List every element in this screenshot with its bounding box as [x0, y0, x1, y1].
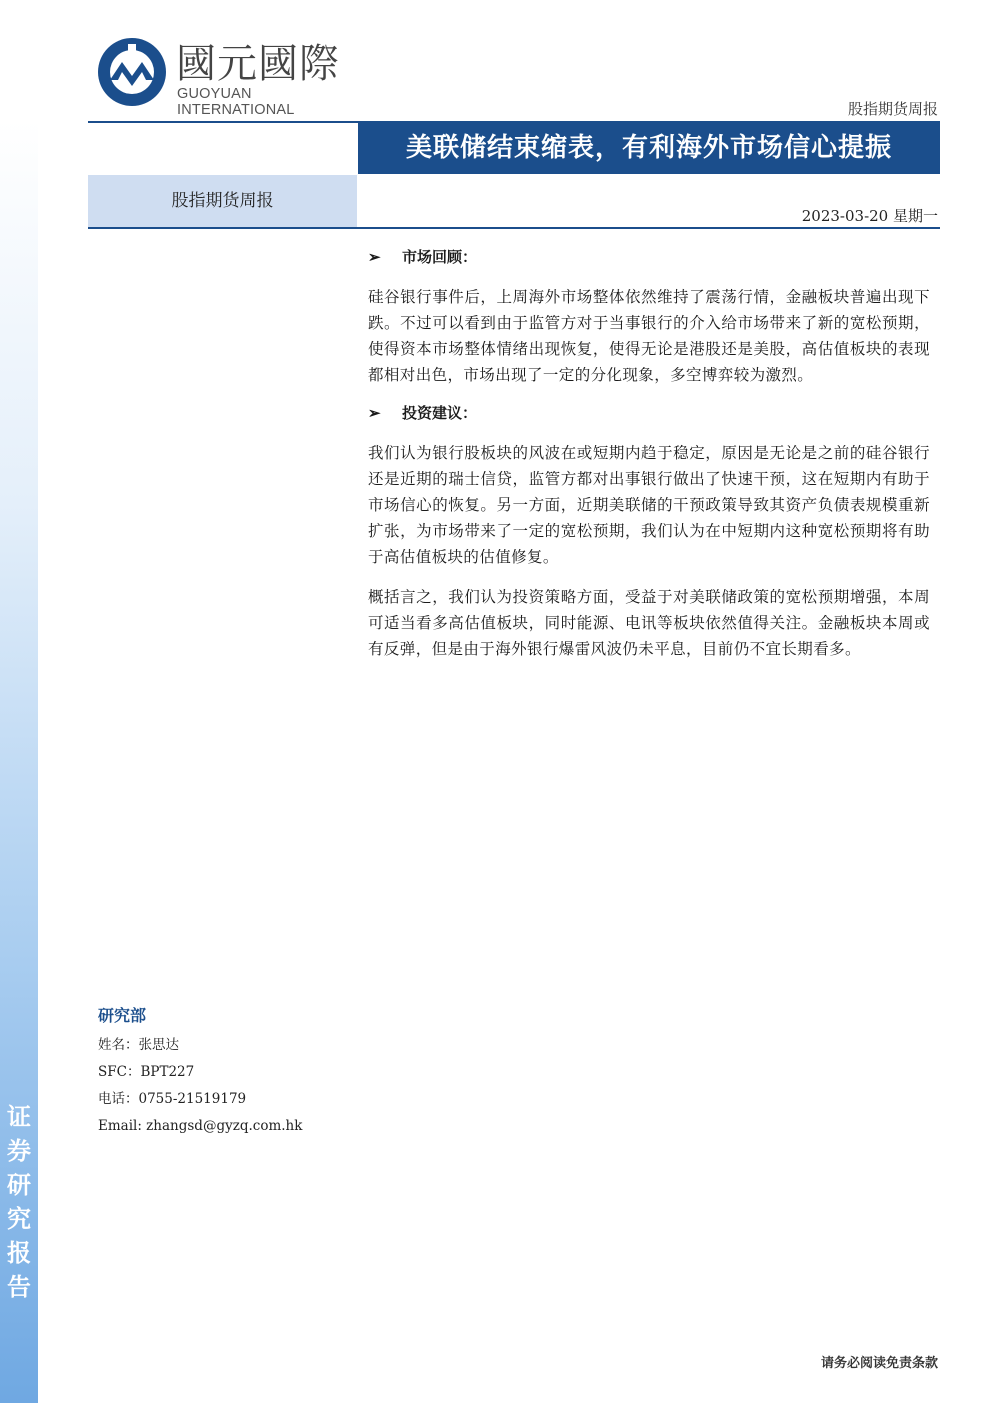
disclaimer-link[interactable]: 请务必阅读免责条款	[820, 1356, 938, 1371]
date-rule	[88, 227, 940, 229]
report-category: 股指期货周报	[88, 175, 357, 227]
research-contact	[98, 1003, 302, 1140]
body-paragraph: 硅谷银行事件后，上周海外市场整体依然维持了震荡行情，金融板块普遍出现下跌。不过可以看到由于监管方对于当事银行的介入给市场带来了新的宽松预期，使得资本市场整体情绪出现恢复，使得无论是港股还是美股，高估值板块的表现都相对出色，市场出现了一定的分化现象，多空博弈较为激烈。	[368, 288, 930, 384]
report-body	[368, 246, 930, 676]
report-date: 2023-03-20 星期一	[801, 207, 938, 225]
logo-english-name: GUOYUAN INTERNATIONAL	[177, 86, 295, 118]
research-dept: 研究部	[98, 1006, 147, 1025]
section-heading-investment-advice	[368, 402, 930, 424]
header-report-type: 股指期货周报	[847, 100, 938, 118]
side-label-char: 告	[7, 1272, 31, 1301]
side-label	[0, 1100, 38, 1304]
body-paragraph: 我们认为银行股板块的风波在或短期内趋于稳定，原因是无论是之前的硅谷银行还是近期的瑞士信贷，监管方都对出事银行做出了快速干预，这在短期内有助于市场信心的恢复。另一方面，近期美联储的干预政策导致其资产负债表规模重新扩张，为市场带来了一定的宽松预期，我们认为在中短期内这种宽松预期将有助于高估值板块的估值修复。	[368, 444, 930, 566]
side-label-char: 券	[7, 1136, 31, 1165]
analyst-phone: 电话：0755-21519179	[98, 1091, 247, 1107]
side-label-char: 报	[7, 1238, 31, 1267]
logo-chinese-name: 國元國際	[176, 41, 340, 87]
side-label-char: 究	[7, 1204, 31, 1233]
analyst-name: 姓名：张思达	[98, 1037, 179, 1053]
side-label-char: 证	[7, 1102, 31, 1131]
company-logo	[96, 36, 366, 118]
arrow-bullet-icon: ➢	[368, 248, 381, 266]
analyst-sfc: SFC：BPT227	[98, 1064, 195, 1080]
side-label-char: 研	[7, 1170, 31, 1199]
report-title: 美联储结束缩表，有利海外市场信心提振	[358, 123, 940, 174]
section-heading-text: 市场回顾：	[402, 248, 478, 266]
section-heading-market-review	[368, 246, 930, 268]
arrow-bullet-icon: ➢	[368, 404, 381, 422]
body-paragraph: 概括言之，我们认为投资策略方面，受益于对美联储政策的宽松预期增强，本周可适当看多高估值板块，同时能源、电讯等板块依然值得关注。金融板块本周或有反弹，但是由于海外银行爆雷风波仍未平息，目前仍不宜长期看多。	[368, 588, 930, 658]
logo-emblem-icon	[96, 36, 168, 108]
section-heading-text: 投资建议：	[402, 404, 478, 422]
analyst-email[interactable]: Email: zhangsd@gyzq.com.hk	[98, 1118, 303, 1134]
